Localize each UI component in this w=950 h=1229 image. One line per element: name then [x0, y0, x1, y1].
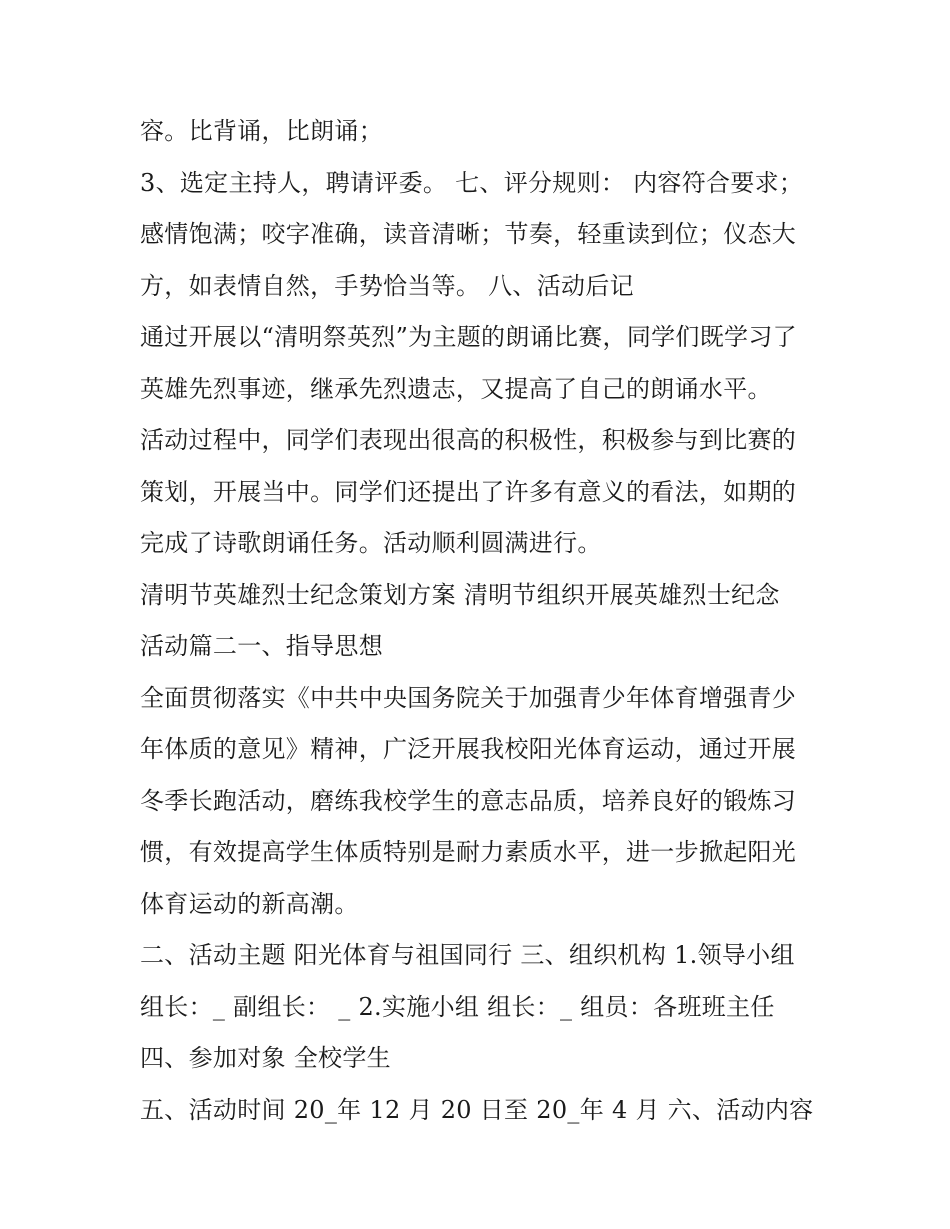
text-line: 二、活动主题 阳光体育与祖国同行 三、组织机构 1.领导小组	[140, 941, 795, 969]
text-line: 感情饱满；咬字准确，读音清晰；节奏，轻重读到位；仪态大	[140, 220, 797, 248]
text-line: 英雄先烈事迹，继承先烈遗志，又提高了自己的朗诵水平。	[140, 374, 772, 403]
text-line: 年体质的意见》精神，广泛开展我校阳光体育运动，通过开展	[140, 735, 797, 763]
text-line: 活动过程中，同学们表现出很高的积极性，积极参与到比赛的	[140, 426, 797, 454]
text-line: 3、选定主持人，聘请评委。 七、评分规则： 内容符合要求；	[140, 168, 804, 197]
text-line: 活动篇二一、指导思想	[140, 632, 383, 660]
text-line: 通过开展以“清明祭英烈”为主题的朗诵比赛，同学们既学习了	[140, 323, 797, 351]
document-body	[140, 106, 820, 1136]
text-line: 容。比背诵，比朗诵；	[140, 117, 383, 145]
text-line: 五、活动时间 20_年 12 月 20 日至 20_年 4 月 六、活动内容	[140, 1095, 814, 1124]
text-line: 全面贯彻落实《中共中央国务院关于加强青少年体育增强青少	[140, 683, 797, 712]
text-line: 惯，有效提高学生体质特别是耐力素质水平，进一步掀起阳光	[140, 838, 797, 866]
text-line: 完成了诗歌朗诵任务。活动顺利圆满进行。	[140, 529, 602, 557]
text-line: 四、参加对象 全校学生	[140, 1044, 391, 1072]
text-line: 冬季长跑活动，磨练我校学生的意志品质，培养良好的锻炼习	[140, 786, 797, 815]
text-line: 方，如表情自然，手势恰当等。 八、活动后记	[140, 271, 634, 300]
text-line: 清明节英雄烈士纪念策划方案 清明节组织开展英雄烈士纪念	[140, 580, 780, 609]
text-line: 体育运动的新高潮。	[140, 889, 359, 918]
text-line: 策划，开展当中。同学们还提出了许多有意义的看法，如期的	[140, 477, 797, 506]
text-line: 组长：_ 副组长： _ 2.实施小组 组长：_ 组员：各班班主任	[140, 992, 775, 1021]
